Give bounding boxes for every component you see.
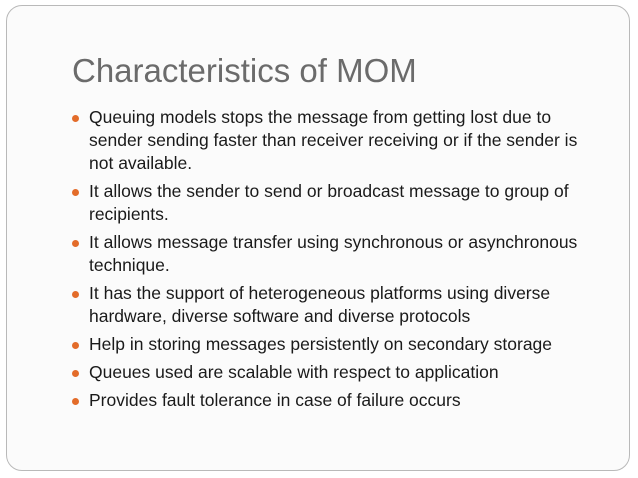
bullet-item <box>72 361 600 384</box>
bullet-item <box>72 180 600 226</box>
bullet-dot-icon <box>72 291 79 298</box>
bullet-item <box>72 333 600 356</box>
bullet-text: Queuing models stops the message from getting lost due to sender sending faster than receiver receiving or if the sender is not available. <box>89 107 578 173</box>
bullet-text: It allows message transfer using synchronous or asynchronous technique. <box>89 232 578 275</box>
bullet-item <box>72 231 600 277</box>
bullet-item <box>72 106 600 175</box>
bullet-dot-icon <box>72 342 79 349</box>
slide-title: Characteristics of MOM <box>72 52 417 89</box>
bullet-dot-icon <box>72 370 79 377</box>
bullet-dot-icon <box>72 240 79 247</box>
bullet-text: It has the support of heterogeneous platforms using diverse hardware, diverse software and diverse protocols <box>89 283 551 326</box>
bullet-text: It allows the sender to send or broadcast message to group of recipients. <box>89 181 569 224</box>
bullet-item <box>72 389 600 412</box>
bullet-dot-icon <box>72 398 79 405</box>
bullet-dot-icon <box>72 115 79 122</box>
bullet-item <box>72 282 600 328</box>
bullet-text: Queues used are scalable with respect to application <box>89 362 499 382</box>
bullet-dot-icon <box>72 189 79 196</box>
bullet-list <box>72 106 600 417</box>
bullet-text: Help in storing messages persistently on secondary storage <box>89 334 553 354</box>
bullet-text: Provides fault tolerance in case of failure occurs <box>89 390 461 410</box>
